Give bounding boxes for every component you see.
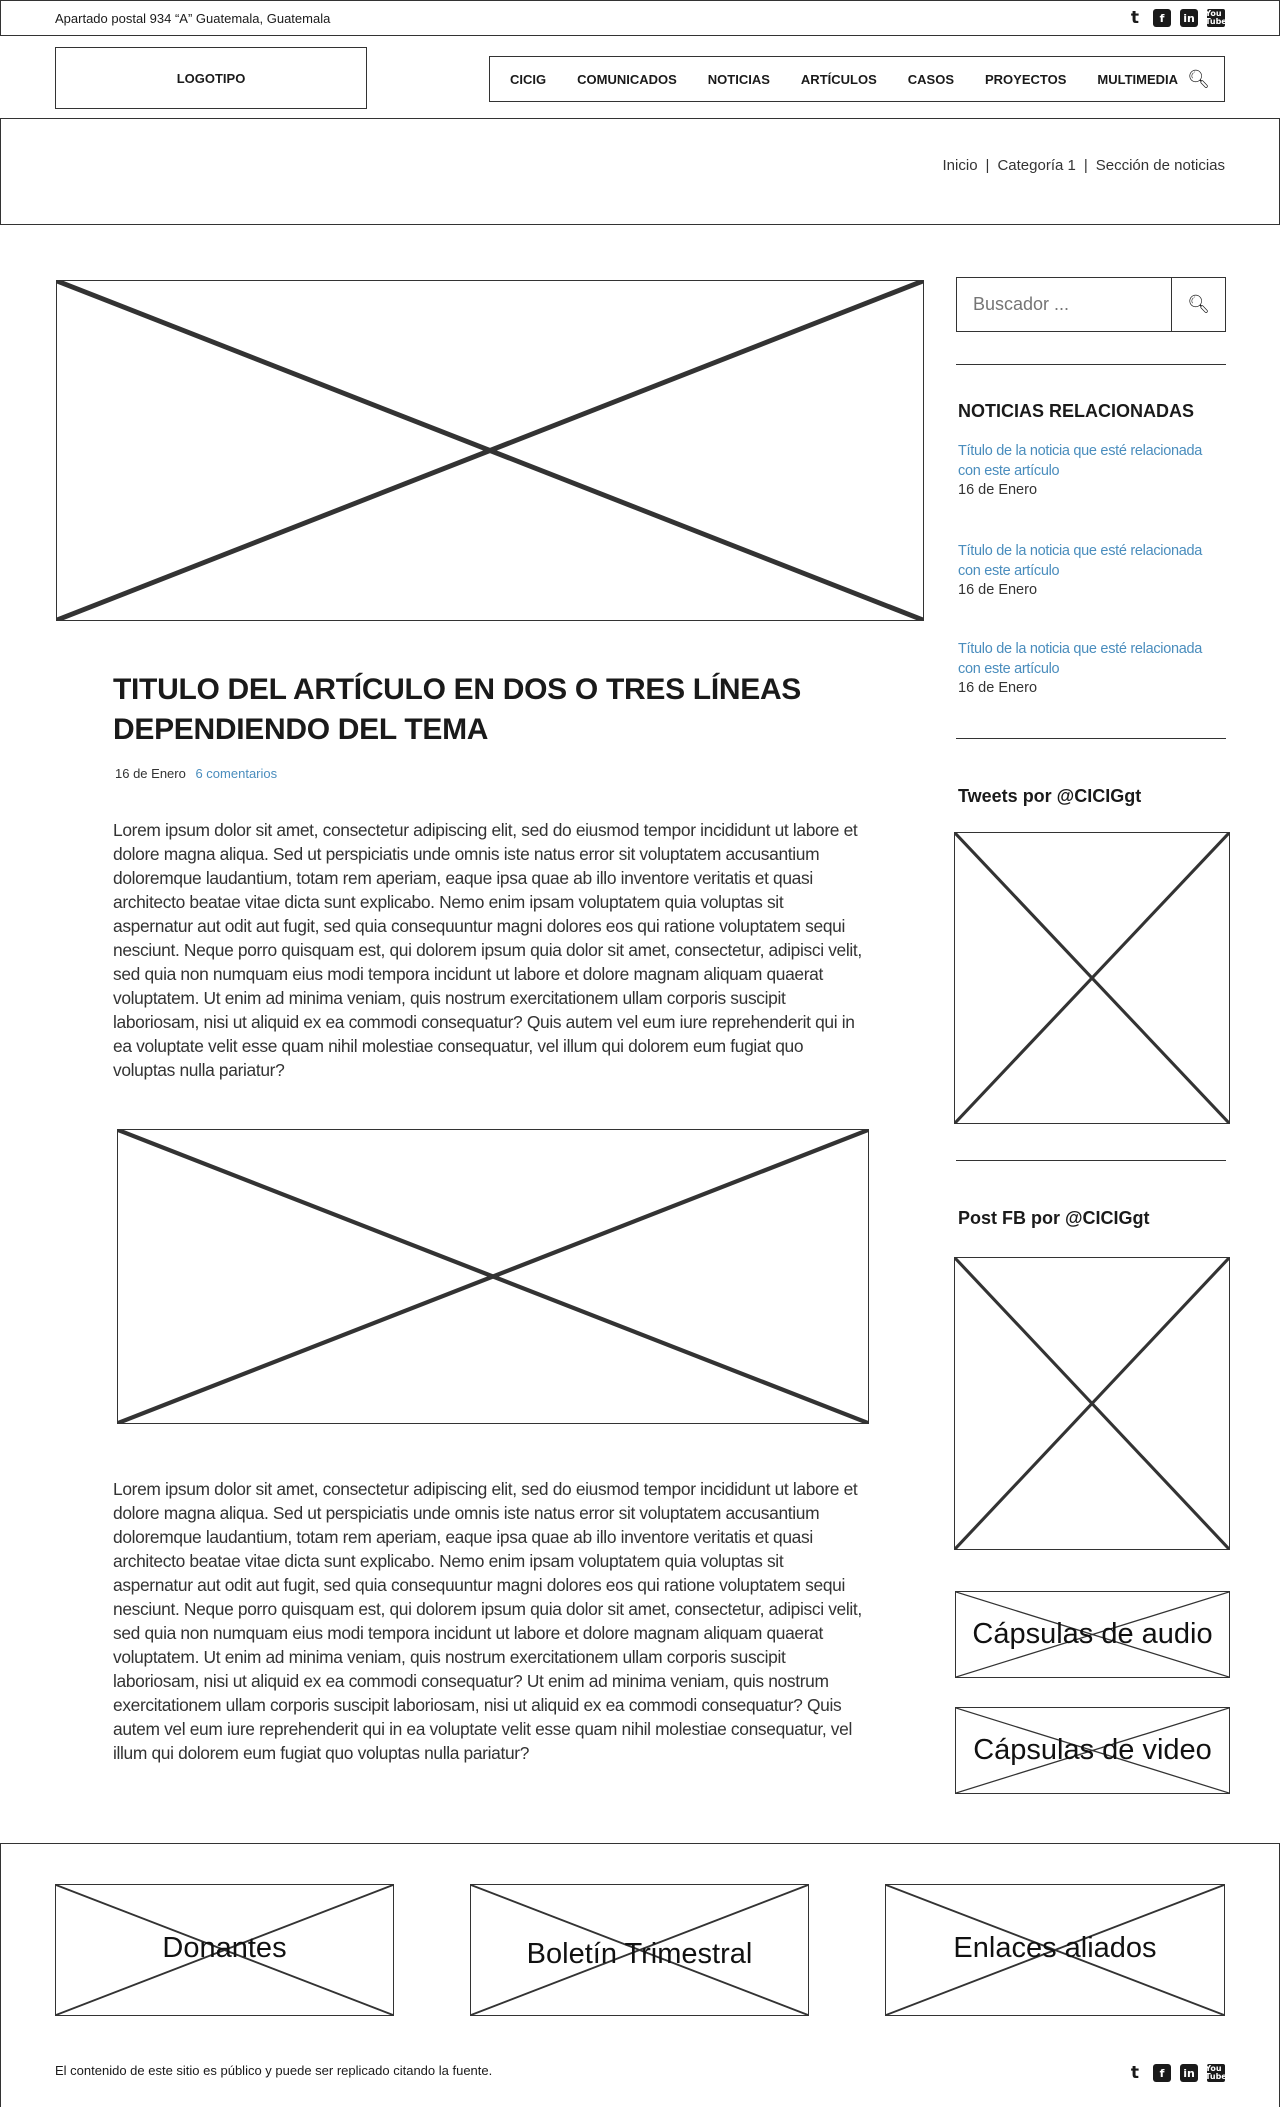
tweets-heading: Tweets por @CICIGgt bbox=[958, 786, 1142, 806]
search-input[interactable] bbox=[957, 278, 1172, 331]
related-news-date: 16 de Enero bbox=[958, 680, 1038, 696]
related-news-date: 16 de Enero bbox=[958, 582, 1038, 598]
article-date: 16 de Enero bbox=[115, 766, 186, 781]
hero-image-placeholder bbox=[56, 280, 924, 621]
newsletter-banner[interactable] bbox=[470, 1884, 809, 2016]
nav-item-cicig[interactable]: CICIG bbox=[510, 71, 547, 87]
sidebar-search bbox=[956, 277, 1226, 332]
divider bbox=[956, 1160, 1226, 1161]
donors-label: Donantes bbox=[162, 1931, 287, 1964]
nav-item-casos[interactable]: CASOS bbox=[907, 71, 954, 87]
related-news-link[interactable]: Título de la noticia que esté relacionada con este artículo bbox=[958, 543, 1203, 579]
facebook-icon[interactable]: f bbox=[1153, 9, 1171, 27]
related-news-link[interactable]: Título de la noticia que esté relacionada con este artículo bbox=[958, 443, 1203, 479]
linkedin-icon[interactable]: in bbox=[1180, 2064, 1198, 2082]
breadcrumb-item-inicio[interactable]: Inicio bbox=[942, 157, 978, 174]
related-news-item[interactable] bbox=[958, 542, 1226, 601]
search-icon[interactable]: 🔍︎ bbox=[1187, 69, 1210, 90]
facebook-embed-placeholder bbox=[954, 1257, 1230, 1550]
breadcrumb-separator: | bbox=[1083, 157, 1088, 174]
related-news-heading: NOTICIAS RELACIONADAS bbox=[958, 401, 1195, 421]
search-icon[interactable]: 🔍︎ bbox=[1187, 294, 1210, 315]
breadcrumb-item-categoria[interactable]: Categoría 1 bbox=[997, 157, 1076, 174]
audio-capsules-label: Cápsulas de audio bbox=[972, 1618, 1213, 1650]
footer-notice: El contenido de este sitio es público y puede ser replicado citando la fuente. bbox=[55, 2063, 493, 2078]
allied-links-banner[interactable] bbox=[885, 1884, 1225, 2016]
twitter-icon[interactable]: t bbox=[1130, 2063, 1140, 2083]
related-news-date: 16 de Enero bbox=[958, 482, 1038, 498]
tweets-embed-placeholder bbox=[954, 832, 1230, 1124]
nav-item-noticias[interactable]: NOTICIAS bbox=[707, 71, 770, 87]
video-capsules-banner[interactable] bbox=[955, 1707, 1230, 1794]
nav-item-articulos[interactable]: ARTÍCULOS bbox=[800, 71, 877, 87]
facebook-posts-heading: Post FB por @CICIGgt bbox=[958, 1208, 1150, 1228]
divider bbox=[956, 738, 1226, 739]
youtube-icon[interactable]: You Tube bbox=[1205, 2064, 1227, 2081]
breadcrumb-separator: | bbox=[985, 157, 990, 174]
allied-links-label: Enlaces aliados bbox=[953, 1931, 1157, 1964]
related-news-item[interactable] bbox=[958, 640, 1226, 699]
comments-link[interactable]: 6 comentarios bbox=[195, 766, 278, 781]
breadcrumb-item-seccion: Sección de noticias bbox=[1095, 157, 1225, 174]
logo[interactable]: LOGOTIPO bbox=[55, 47, 367, 109]
article-meta bbox=[115, 766, 277, 781]
breadcrumb bbox=[943, 157, 1225, 174]
nav-item-proyectos[interactable]: PROYECTOS bbox=[985, 71, 1067, 87]
related-news-item[interactable] bbox=[958, 442, 1226, 501]
donors-banner[interactable] bbox=[55, 1884, 394, 2016]
article-paragraph: Lorem ipsum dolor sit amet, consectetur adipiscing elit, sed do eiusmod tempor incididunt ut labore et dolore magna aliqua. Sed ut perspiciatis unde omnis iste natus error sit voluptatem accusantium doloremque laudantium, totam rem aperiam, eaque ipsa quae ab illo inventore veritatis et quasi architecto beatae vitae dicta sunt explicabo. Nemo enim ipsam voluptatem quia voluptas sit aspernatur aut odit aut fugit, sed quia consequuntur magni dolores eos qui ratione voluptatem sequi nesciunt. Neque porro quisquam est, qui dolorem ipsum quia dolor sit amet, consectetur, adipisci velit, sed quia non numquam eius modi tempora incidunt ut labore et dolore magnam aliquam quaerat voluptatem. Ut enim ad minima veniam, quis nostrum exercitationem ullam corporis suscipit laboriosam, nisi ut aliquid ex ea commodi consequatur? Quis autem vel eum iure reprehenderit qui in ea voluptate velit esse quam nihil molestiae consequatur, vel illum qui dolorem eum fugiat quo voluptas nulla pariatur? bbox=[113, 820, 862, 1080]
main-nav bbox=[489, 56, 1225, 102]
related-news-link[interactable]: Título de la noticia que esté relacionada con este artículo bbox=[958, 641, 1203, 677]
facebook-icon[interactable]: f bbox=[1153, 2064, 1171, 2082]
nav-item-multimedia[interactable]: MULTIMEDIA bbox=[1097, 71, 1179, 87]
social-links-top bbox=[1126, 9, 1225, 27]
social-links-footer bbox=[1126, 2064, 1225, 2082]
youtube-icon[interactable]: You Tube bbox=[1205, 9, 1227, 26]
nav-item-comunicados[interactable]: COMUNICADOS bbox=[577, 71, 677, 87]
article-title: TITULO DEL ARTÍCULO EN DOS O TRES LÍNEAS DEPENDIENDO DEL TEMA bbox=[113, 673, 802, 746]
audio-capsules-banner[interactable] bbox=[955, 1591, 1230, 1678]
video-capsules-label: Cápsulas de video bbox=[973, 1734, 1212, 1766]
linkedin-icon[interactable]: in bbox=[1180, 9, 1198, 27]
article-paragraph: Lorem ipsum dolor sit amet, consectetur adipiscing elit, sed do eiusmod tempor incididunt ut labore et dolore magna aliqua. Sed ut perspiciatis unde omnis iste natus error sit voluptatem accusantium doloremque laudantium, totam rem aperiam, eaque ipsa quae ab illo inventore veritatis et quasi architecto beatae vitae dicta sunt explicabo. Nemo enim ipsam voluptatem quia voluptas sit aspernatur aut odit aut fugit, sed quia consequuntur magni dolores eos qui ratione voluptatem sequi nesciunt. Neque porro quisquam est, qui dolorem ipsum quia dolor sit amet, consectetur, adipisci velit, sed quia non numquam eius modi tempora incidunt ut labore et dolore magnam aliquam quaerat voluptatem. Ut enim ad minima veniam, quis nostrum exercitationem ullam corporis suscipit laboriosam, nisi ut aliquid ex ea commodi consequatur? Ut enim ad minima veniam, quis nostrum exercitationem ullam corporis suscipit laboriosam, nisi ut aliquid ex ea commodi consequatur? Quis autem vel eum iure reprehenderit qui in ea voluptate velit esse quam nihil molestiae consequatur, vel illum qui dolorem eum fugiat quo voluptas nulla pariatur? bbox=[113, 1479, 862, 1763]
postal-address: Apartado postal 934 “A” Guatemala, Guatemala bbox=[55, 11, 331, 26]
twitter-icon[interactable]: t bbox=[1130, 8, 1140, 28]
inline-image-placeholder bbox=[117, 1129, 869, 1424]
newsletter-label: Boletín Trimestral bbox=[526, 1937, 753, 1970]
divider bbox=[956, 364, 1226, 365]
